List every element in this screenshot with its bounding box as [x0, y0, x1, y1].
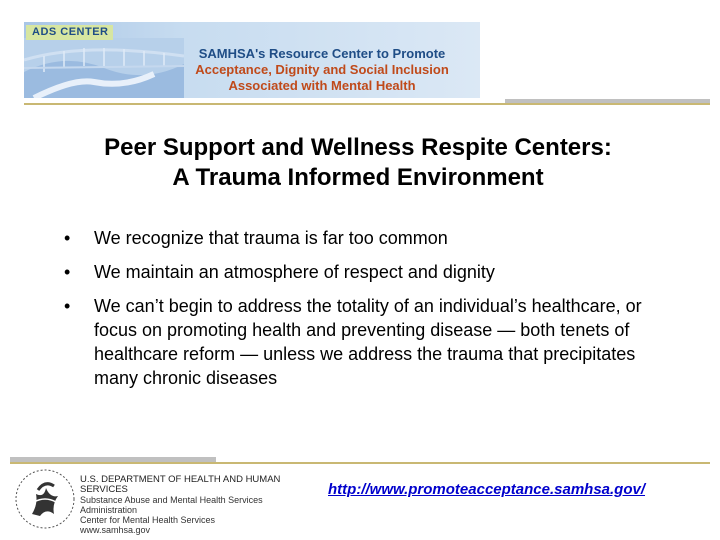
cmhs-center-name: Center for Mental Health Services — [80, 515, 216, 525]
bullet-text: We can’t begin to address the totality of an individual’s healthcare, or focus on promoting health and preventing disease — both tenets of healthcare reform — unless we address the trauma that precipitates many chronic diseases — [94, 296, 642, 388]
bullet-text: We recognize that trauma is far too common — [94, 228, 448, 248]
bullet-text: We maintain an atmosphere of respect and dignity — [94, 262, 495, 282]
slide-title — [30, 133, 686, 193]
banner-line-2: Acceptance, Dignity and Social Inclusion — [195, 62, 449, 77]
slide-title-line-1: Peer Support and Wellness Respite Centers: — [104, 134, 612, 161]
bullet-item — [64, 294, 684, 390]
bullet-item — [64, 226, 684, 250]
hhs-samhsa-credit — [80, 475, 302, 535]
ads-center-logo: ADS CENTER — [26, 25, 113, 40]
banner-heading — [172, 46, 472, 94]
bridge-landscape-image — [24, 38, 184, 98]
samhsa-ads-banner — [24, 22, 480, 98]
bullet-icon: • — [64, 262, 71, 282]
bullet-item — [64, 260, 684, 284]
hhs-department-name: U.S. DEPARTMENT OF HEALTH AND HUMAN SERVICES — [80, 474, 281, 495]
samhsa-website: www.samhsa.gov — [80, 525, 151, 535]
promote-acceptance-link[interactable]: http://www.promoteacceptance.samhsa.gov/ — [328, 481, 646, 498]
footer-divider — [10, 462, 710, 464]
banner-line-1: SAMHSA's Resource Center to Promote — [198, 46, 446, 61]
bullet-list — [64, 226, 684, 400]
bullet-icon: • — [64, 228, 71, 248]
banner-line-3: Associated with Mental Health — [228, 78, 416, 93]
samhsa-agency-name: Substance Abuse and Mental Health Services Administration — [80, 495, 263, 515]
hhs-eagle-logo-icon — [14, 468, 76, 530]
bullet-icon: • — [64, 296, 71, 316]
header-divider — [24, 103, 710, 105]
slide-title-line-2: A Trauma Informed Environment — [172, 164, 544, 191]
